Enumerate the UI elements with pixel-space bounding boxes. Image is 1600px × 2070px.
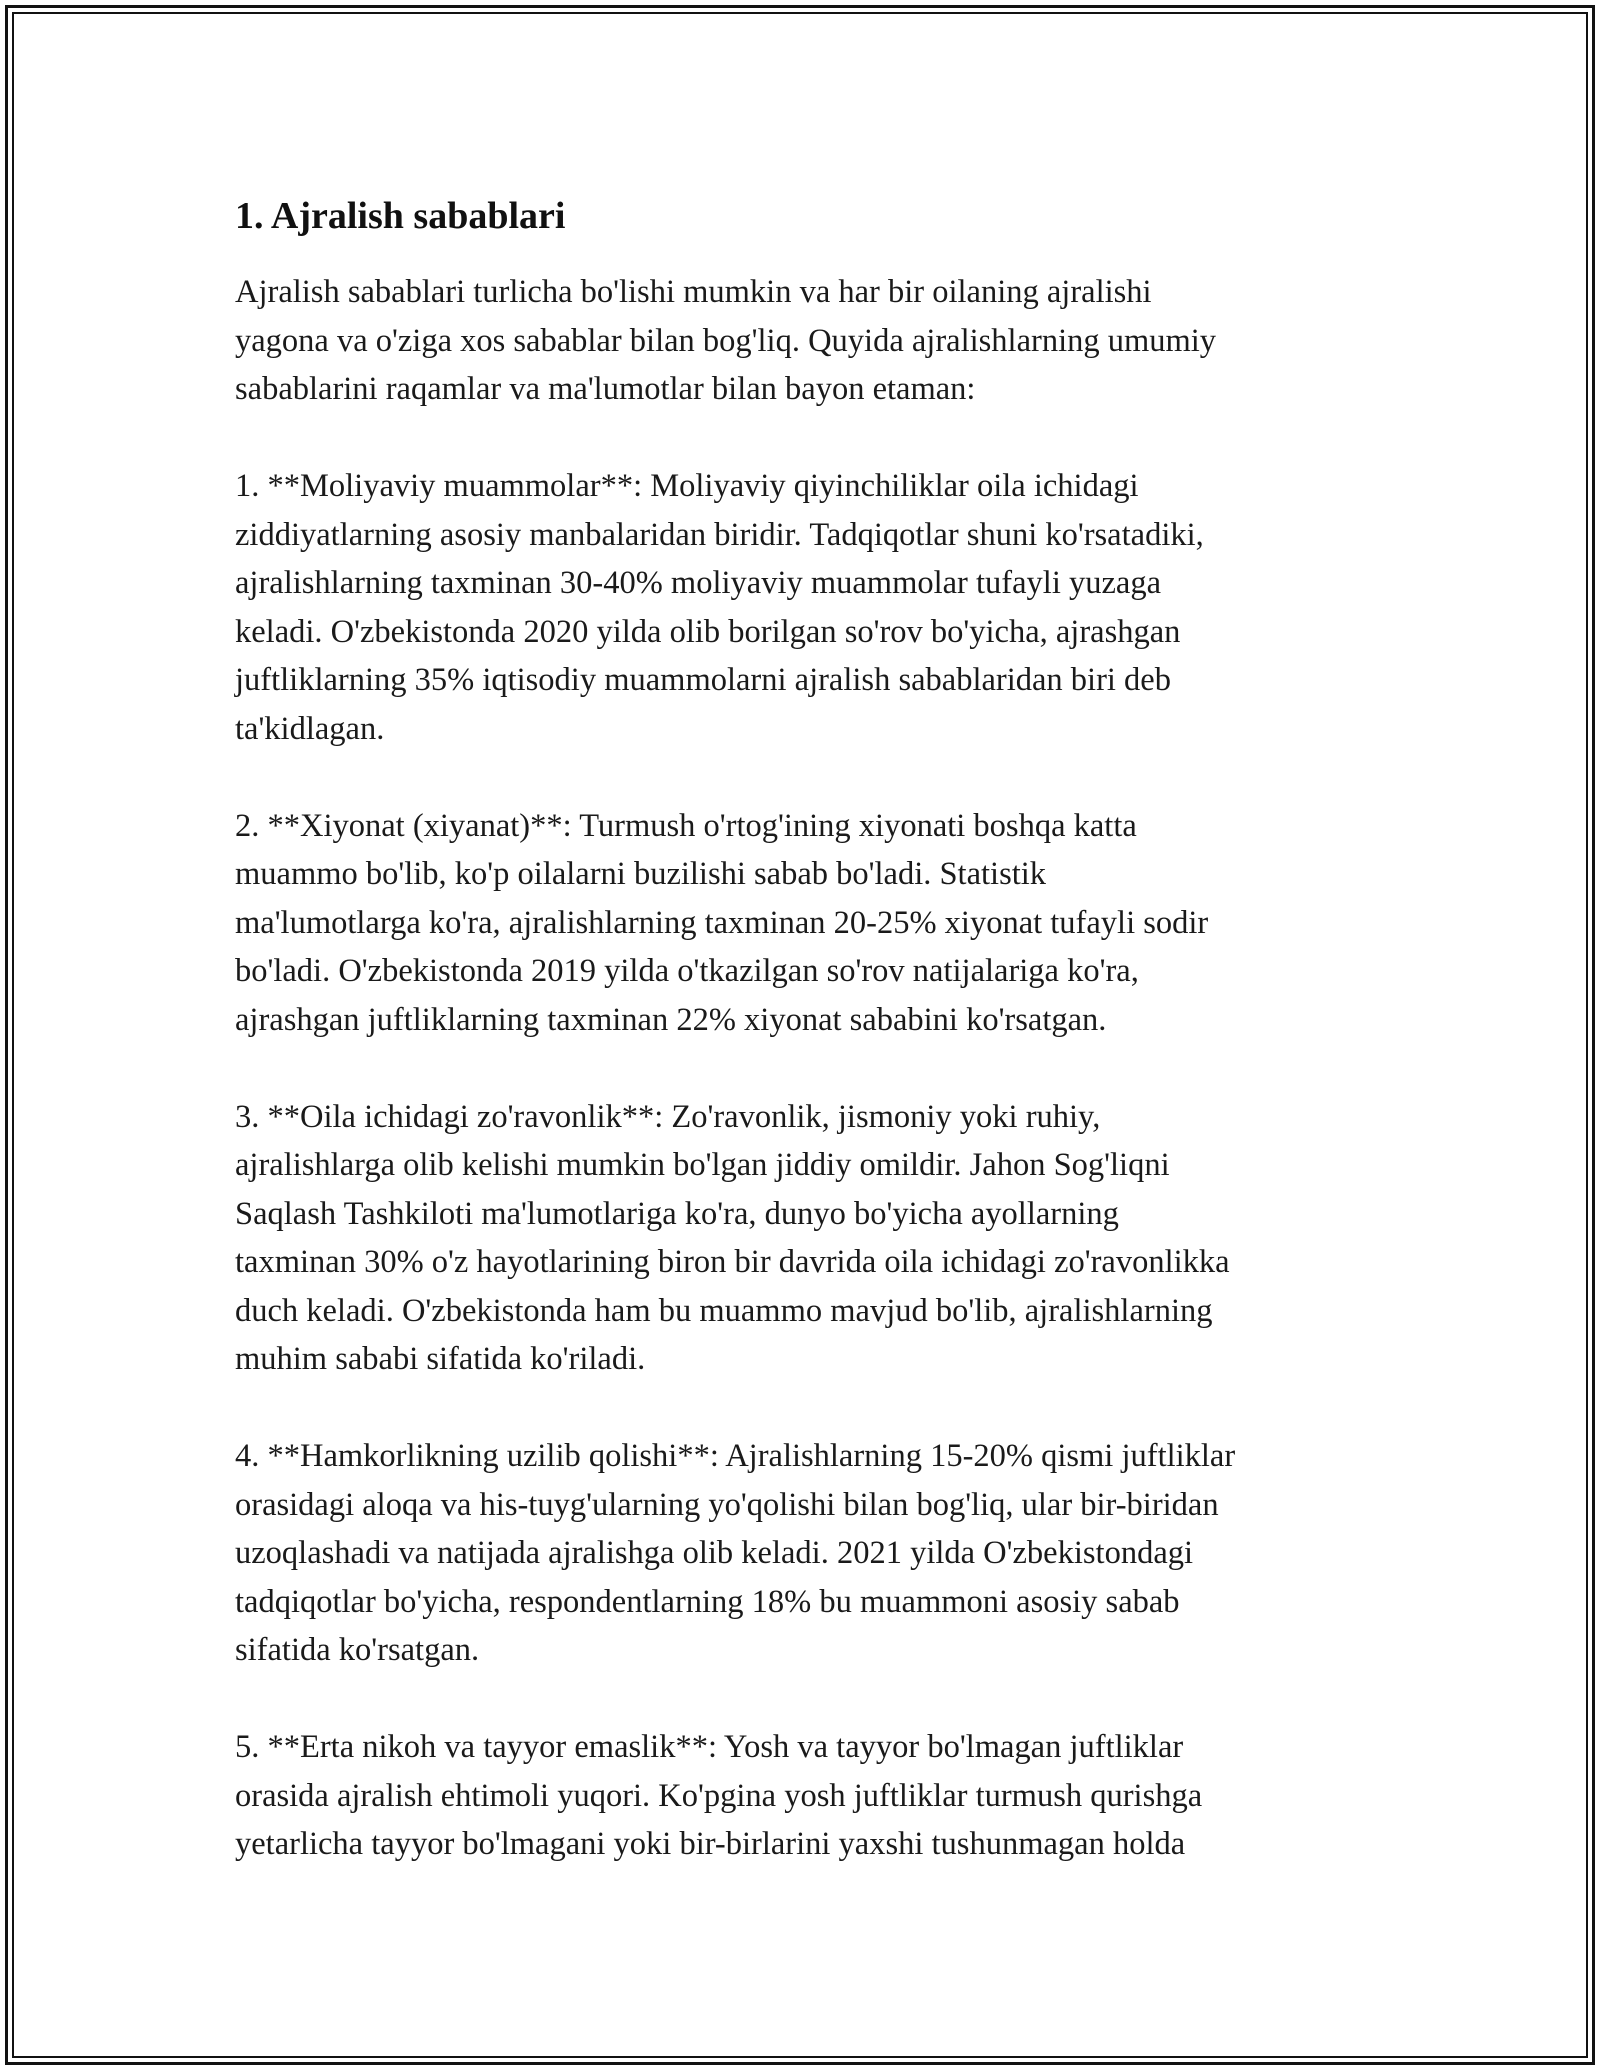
text-line: 1. **Moliyaviy muammolar**: Moliyaviy qiyinchiliklar oila ichidagi <box>235 468 1139 504</box>
text-line: yagona va o'ziga xos sabablar bilan bog'liq. Quyida ajralishlarning umumiy <box>235 322 1217 359</box>
text-line: duch keladi. O'zbekistonda ham bu muammo mavjud bo'lib, ajralishlarning <box>235 1292 1213 1329</box>
text-line: bo'ladi. O'zbekistonda 2019 yilda o'tkazilgan so'rov natijalariga ko'ra, <box>235 953 1139 989</box>
text-line: tadqiqotlar bo'yicha, respondentlarning 18% bu muammoni asosiy sabab <box>235 1583 1180 1620</box>
text-line: ajrashgan juftliklarning taxminan 22% xiyonat sababini ko'rsatgan. <box>235 1001 1107 1038</box>
text-line: sabablarini raqamlar va ma'lumotlar bilan bayon etaman: <box>235 371 976 407</box>
text-line: orasidagi aloqa va his-tuyg'ularning yo'qolishi bilan bog'liq, ular bir-biridan <box>235 1486 1219 1523</box>
section-heading: 1. Ajralish sabablari <box>235 195 566 237</box>
paragraph <box>235 802 1375 1045</box>
text-line: keladi. O'zbekistonda 2020 yilda olib borilgan so'rov bo'yicha, ajrashgan <box>235 613 1181 650</box>
text-line: ma'lumotlarga ko'ra, ajralishlarning taxminan 20-25% xiyonat tufayli sodir <box>235 904 1209 941</box>
text-line: Ajralish sabablari turlicha bo'lishi mumkin va har bir oilaning ajralishi <box>235 274 1152 310</box>
text-line: 3. **Oila ichidagi zo'ravonlik**: Zo'ravonlik, jismoniy yoki ruhiy, <box>235 1098 1101 1135</box>
text-line: 2. **Xiyonat (xiyanat)**: Turmush o'rtog'ining xiyonati boshqa katta <box>235 807 1137 844</box>
text-line: 5. **Erta nikoh va tayyor emaslik**: Yosh va tayyor bo'lmagan juftliklar <box>235 1729 1184 1765</box>
text-line: yetarlicha tayyor bo'lmagani yoki bir-birlarini yaxshi tushunmagan holda <box>235 1826 1186 1862</box>
paragraph <box>235 1723 1375 1869</box>
text-line: juftliklarning 35% iqtisodiy muammolarni ajralish sabablaridan biri deb <box>235 662 1171 698</box>
text-line: ziddiyatlarning asosiy manbalaridan biridir. Tadqiqotlar shuni ko'rsatadiki, <box>235 516 1204 553</box>
paragraph <box>235 1093 1375 1384</box>
paragraph <box>235 268 1375 414</box>
text-line: sifatida ko'rsatgan. <box>235 1632 480 1668</box>
text-line: taxminan 30% o'z hayotlarining biron bir davrida oila ichidagi zo'ravonlikka <box>235 1244 1230 1280</box>
text-line: ajralishlarga olib kelishi mumkin bo'lgan jiddiy omildir. Jahon Sog'liqni <box>235 1147 1170 1183</box>
text-line: Saqlash Tashkiloti ma'lumotlariga ko'ra, dunyo bo'yicha ayollarning <box>235 1195 1119 1232</box>
text-line: 4. **Hamkorlikning uzilib qolishi**: Ajralishlarning 15-20% qismi juftliklar <box>235 1438 1236 1474</box>
text-line: ajralishlarning taxminan 30-40% moliyaviy muammolar tufayli yuzaga <box>235 565 1161 601</box>
paragraph <box>235 462 1375 753</box>
text-line: orasida ajralish ehtimoli yuqori. Ko'pgina yosh juftliklar turmush qurishga <box>235 1777 1203 1814</box>
text-line: muhim sababi sifatida ko'riladi. <box>235 1341 646 1377</box>
text-line: ta'kidlagan. <box>235 710 385 747</box>
paragraph <box>235 1432 1375 1675</box>
document-body <box>235 180 1375 1917</box>
text-line: uzoqlashadi va natijada ajralishga olib keladi. 2021 yilda O'zbekistondagi <box>235 1535 1194 1571</box>
paragraph-list <box>235 268 1375 1869</box>
text-line: muammo bo'lib, ko'p oilalarni buzilishi sabab bo'ladi. Statistik <box>235 856 1047 892</box>
